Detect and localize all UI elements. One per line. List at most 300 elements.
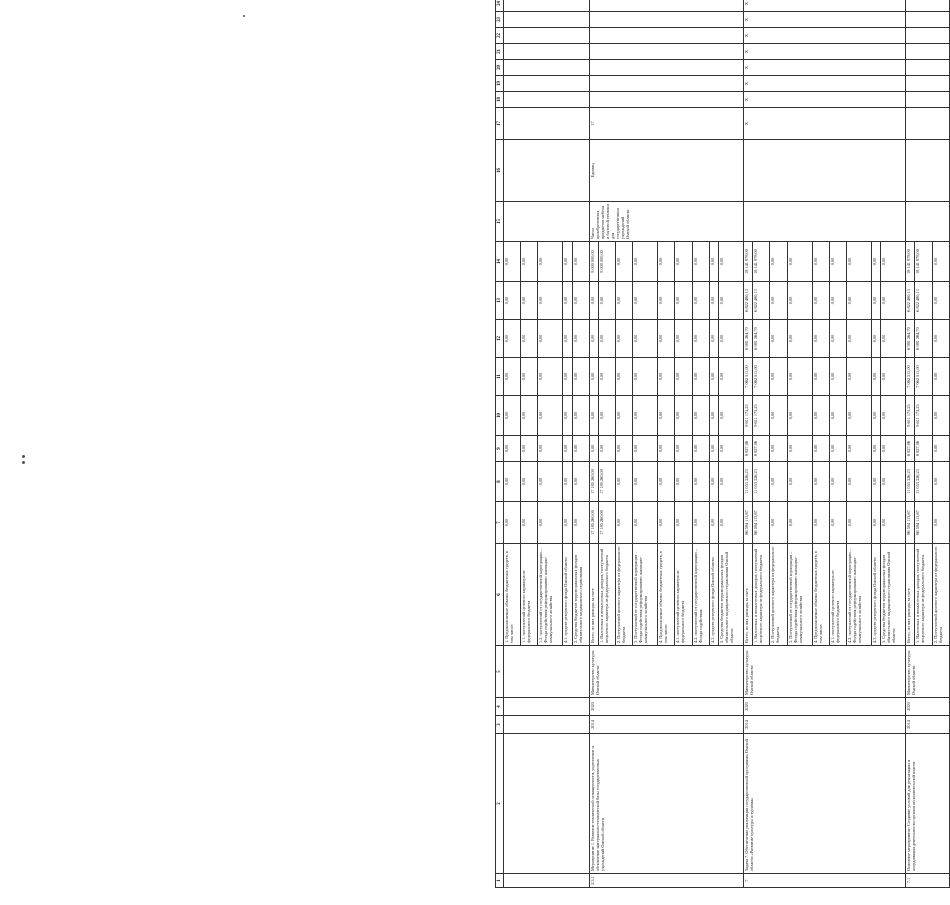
amount-cell	[658, 396, 675, 436]
amount-cell	[871, 396, 880, 436]
row-c1-cell: 7	[743, 874, 905, 888]
column-number: 3	[496, 716, 504, 734]
amount-cell	[871, 502, 880, 544]
amount-value: 0,00	[675, 477, 681, 486]
amount-value: 0,00	[932, 257, 938, 266]
amount-cell	[871, 462, 880, 502]
amount-cell	[906, 242, 915, 282]
indicator-value	[906, 76, 950, 92]
amount-value: 0,00	[812, 411, 818, 420]
amount-value: 8 827,06	[753, 440, 759, 457]
amount-value: 0,00	[504, 334, 509, 343]
amount-cell	[616, 502, 633, 544]
amount-cell	[787, 320, 812, 358]
amount-cell	[616, 242, 633, 282]
amount-cell	[743, 436, 752, 462]
amount-cell	[881, 358, 906, 396]
amount-cell	[589, 396, 598, 436]
amount-value: 0,00	[675, 296, 681, 305]
amount-cell	[572, 282, 589, 320]
amount-cell	[753, 462, 770, 502]
amount-value: 0,00	[770, 334, 776, 343]
amount-cell	[770, 242, 787, 282]
column-number: 4	[496, 698, 504, 716]
amount-cell	[812, 358, 829, 396]
amount-value: 0,00	[616, 444, 622, 453]
amount-cell	[589, 320, 598, 358]
amount-value: 0,00	[675, 334, 681, 343]
amount-value: 0,00	[521, 257, 527, 266]
funding-source: 3. Поступлений от государственной корпорации – Фонда содействия реформированию жилищно-коммунального хозяйства	[633, 544, 658, 646]
amount-value: 0,00	[812, 477, 818, 486]
funding-source: 5. Средства бюджетов территориальных фондов обязательного медицинского страхования Омской области	[719, 544, 744, 646]
funding-source: 4.1. средств резервного фонда Омской области	[563, 544, 572, 646]
amount-cell	[743, 320, 752, 358]
amount-value: 0,00	[846, 411, 852, 420]
amount-value: 0,00	[932, 477, 938, 486]
amount-cell	[932, 320, 949, 358]
amount-cell	[812, 242, 829, 282]
amount-value: 0,00	[521, 372, 527, 381]
amount-value: 0,00	[563, 296, 569, 305]
amount-cell	[829, 320, 846, 358]
amount-value: 0,00	[770, 477, 776, 486]
amount-cell	[504, 396, 521, 436]
amount-value: 0,00	[658, 257, 664, 266]
amount-cell	[743, 502, 752, 544]
indicator-value	[589, 28, 743, 44]
amount-cell	[915, 436, 932, 462]
indicator-value: X	[743, 44, 905, 60]
scan-dot	[22, 461, 25, 464]
amount-value: 7 062 511,00	[915, 365, 921, 388]
amount-cell	[538, 358, 563, 396]
amount-cell	[753, 358, 770, 396]
amount-cell	[770, 436, 787, 462]
amount-cell	[633, 502, 658, 544]
column-number: 22	[496, 28, 504, 44]
amount-cell	[846, 282, 871, 320]
amount-value: 0,00	[692, 444, 698, 453]
amount-value: 9 000 000,00	[589, 250, 595, 273]
amount-cell	[616, 436, 633, 462]
amount-value: 18 141 978,00	[753, 249, 759, 274]
amount-value: 0,00	[589, 334, 595, 343]
amount-cell	[719, 242, 744, 282]
amount-cell	[504, 242, 521, 282]
amount-cell	[692, 320, 709, 358]
amount-value: 0,00	[521, 444, 527, 453]
amount-value: 86 594 113,67	[915, 510, 921, 535]
indicator-value	[906, 92, 950, 108]
amount-cell	[599, 462, 616, 502]
amount-value: 0,00	[787, 296, 793, 305]
amount-value: 0,00	[770, 257, 776, 266]
amount-cell	[812, 396, 829, 436]
amount-cell	[709, 502, 718, 544]
amount-cell	[743, 242, 752, 282]
amount-cell	[719, 320, 744, 358]
row-c3-cell: 2014	[589, 716, 743, 734]
amount-value: 0,00	[633, 334, 639, 343]
amount-cell	[521, 282, 538, 320]
amount-value: 0,00	[846, 518, 852, 527]
amount-value: 0,00	[719, 334, 725, 343]
amount-cell	[521, 396, 538, 436]
amount-cell	[753, 282, 770, 320]
amount-cell	[658, 436, 675, 462]
amount-cell	[743, 462, 752, 502]
table-row	[906, 0, 915, 888]
amount-cell	[633, 396, 658, 436]
amount-value: 0,00	[658, 296, 664, 305]
amount-cell	[675, 358, 692, 396]
amount-value: 6 981 264,70	[743, 327, 749, 350]
amount-value: 0,00	[692, 477, 698, 486]
amount-value: 0,00	[658, 372, 664, 381]
amount-cell	[932, 396, 949, 436]
amount-value: 8 827,06	[743, 440, 749, 457]
amount-cell	[829, 242, 846, 282]
amount-value: 0,00	[599, 372, 605, 381]
indicator-value: X	[743, 12, 905, 28]
column-number: 5	[496, 646, 504, 698]
amount-cell	[906, 462, 915, 502]
amount-cell	[521, 242, 538, 282]
amount-cell	[846, 320, 871, 358]
amount-cell	[881, 242, 906, 282]
amount-value: 17 185 260,00	[599, 510, 605, 535]
program-table	[495, 0, 950, 888]
column-number: 24	[496, 0, 504, 12]
amount-value: 0,00	[829, 477, 835, 486]
amount-value: 11 053 326,23	[743, 469, 749, 494]
amount-cell	[932, 502, 949, 544]
indicator-value	[504, 76, 590, 92]
amount-cell	[932, 282, 949, 320]
amount-value: 0,00	[829, 518, 835, 527]
amount-cell	[692, 462, 709, 502]
amount-value: 0,00	[770, 372, 776, 381]
amount-cell	[563, 462, 572, 502]
amount-cell	[915, 396, 932, 436]
indicator-name	[906, 202, 950, 242]
amount-value: 0,00	[572, 372, 578, 381]
amount-value: 0,00	[719, 477, 725, 486]
row-c2-cell	[504, 734, 590, 874]
amount-value: 0,00	[572, 411, 578, 420]
amount-value: 8 827,06	[906, 440, 912, 457]
row-c2-cell: Основное мероприятие: Создание условий для реализации и координации деятельности органов исполнительной власти	[906, 734, 950, 874]
amount-cell	[563, 282, 572, 320]
row-c5-cell	[504, 646, 590, 698]
amount-cell	[812, 462, 829, 502]
amount-cell	[787, 242, 812, 282]
amount-value: 0,00	[563, 334, 569, 343]
row-c5-cell: Министерство культуры Омской области	[743, 646, 905, 698]
amount-cell	[932, 242, 949, 282]
amount-cell	[881, 320, 906, 358]
amount-value: 0,00	[770, 518, 776, 527]
row-c4-cell: 2020	[589, 698, 743, 716]
indicator-value: X	[743, 0, 905, 12]
amount-cell	[719, 282, 744, 320]
amount-cell	[589, 502, 598, 544]
amount-cell	[743, 358, 752, 396]
amount-cell	[829, 358, 846, 396]
amount-value: 0,00	[709, 372, 715, 381]
amount-cell	[787, 396, 812, 436]
funding-source: Всего, из них расходы за счет:	[906, 544, 915, 646]
indicator-value: X	[743, 28, 905, 44]
amount-value: 0,00	[633, 477, 639, 486]
indicator-value	[589, 92, 743, 108]
funding-source: 1. Налоговых и неналоговых доходов, поступлений нецелевого характера из федерального бюджета	[915, 544, 932, 646]
amount-value: 0,00	[709, 518, 715, 527]
amount-value: 0,00	[616, 518, 622, 527]
amount-cell	[633, 320, 658, 358]
amount-value: 0,00	[589, 372, 595, 381]
amount-cell	[787, 436, 812, 462]
column-number: 10	[496, 396, 504, 436]
row-c3-cell: 2014	[906, 716, 950, 734]
amount-value: 0,00	[787, 372, 793, 381]
indicator-name: Число приобретенных предметов мебели и бытовой техники для государственных учреждений Омской области	[589, 202, 743, 242]
indicator-name	[504, 202, 590, 242]
amount-value: 0,00	[871, 477, 877, 486]
amount-value: 0,00	[521, 518, 527, 527]
amount-value: 0,00	[521, 296, 527, 305]
amount-cell	[915, 282, 932, 320]
scan-dot	[22, 455, 25, 458]
amount-cell	[599, 358, 616, 396]
table-body	[496, 0, 950, 888]
amount-value: 6 822 480,13	[915, 289, 921, 312]
amount-value: 0,00	[829, 411, 835, 420]
amount-value: 11 053 326,23	[906, 469, 912, 494]
amount-value: 0,00	[538, 411, 544, 420]
amount-value: 0,00	[658, 411, 664, 420]
amount-cell	[787, 462, 812, 502]
amount-cell	[563, 396, 572, 436]
amount-value: 0,00	[787, 444, 793, 453]
indicator-value: X	[743, 108, 905, 140]
funding-source: 4.3. средств резервного фонда Омской области	[709, 544, 718, 646]
amount-value: 0,00	[599, 296, 605, 305]
amount-value: 0,00	[812, 334, 818, 343]
amount-value: 0,00	[658, 518, 664, 527]
amount-cell	[871, 358, 880, 396]
amount-cell	[633, 358, 658, 396]
amount-cell	[846, 242, 871, 282]
row-c1-cell	[504, 874, 590, 888]
column-number: 14	[496, 242, 504, 282]
amount-value: 0,00	[538, 444, 544, 453]
amount-cell	[563, 242, 572, 282]
amount-value: 0,00	[633, 372, 639, 381]
column-number: 17	[496, 108, 504, 140]
funding-source: 4.2. поступлений от государственной корпорации – Фонда содействия	[692, 544, 709, 646]
amount-value: 0,00	[521, 477, 527, 486]
amount-value: 0,00	[538, 257, 544, 266]
amount-value: 0,00	[616, 372, 622, 381]
amount-cell	[599, 502, 616, 544]
amount-value: 0,00	[692, 257, 698, 266]
amount-value: 0,00	[616, 296, 622, 305]
funding-source: 2. Средства бюджетов территориальных фондов обязательного медицинского страхования	[572, 544, 589, 646]
amount-value: 0,00	[871, 411, 877, 420]
amount-value: 0,00	[538, 477, 544, 486]
amount-cell	[770, 396, 787, 436]
amount-cell	[770, 320, 787, 358]
indicator-value: X	[743, 76, 905, 92]
amount-value: 0,00	[589, 296, 595, 305]
amount-cell	[633, 462, 658, 502]
funding-source: 4.1. поступлений целевого характера из федерального бюджета	[829, 544, 846, 646]
amount-cell	[538, 396, 563, 436]
amount-cell	[770, 502, 787, 544]
amount-value: 9 611 175,25	[743, 404, 749, 427]
amount-cell	[521, 436, 538, 462]
amount-value: 0,00	[932, 334, 938, 343]
amount-value: 0,00	[675, 372, 681, 381]
column-number: 9	[496, 436, 504, 462]
amount-cell	[709, 282, 718, 320]
indicator-value	[906, 44, 950, 60]
amount-cell	[675, 320, 692, 358]
amount-value: 0,00	[846, 444, 852, 453]
amount-cell	[871, 282, 880, 320]
amount-value: 0,00	[770, 411, 776, 420]
amount-value: 0,00	[572, 444, 578, 453]
amount-value: 0,00	[812, 372, 818, 381]
amount-cell	[709, 462, 718, 502]
indicator-value	[589, 60, 743, 76]
amount-value: 0,00	[719, 257, 725, 266]
amount-value: 0,00	[829, 444, 835, 453]
amount-value: 0,00	[633, 444, 639, 453]
indicator-value	[589, 12, 743, 28]
amount-value: 0,00	[719, 372, 725, 381]
amount-value: 6 981 264,70	[753, 327, 759, 350]
amount-value: 0,00	[932, 518, 938, 527]
amount-cell	[572, 358, 589, 396]
amount-value: 0,00	[787, 334, 793, 343]
amount-value: 0,00	[787, 518, 793, 527]
amount-cell	[589, 436, 598, 462]
amount-value: 0,00	[538, 518, 544, 527]
amount-value: 0,00	[504, 372, 509, 381]
funding-source: 4.1. поступлений целевого характера из федерального бюджета	[675, 544, 692, 646]
amount-value: 0,00	[589, 444, 595, 453]
amount-cell	[658, 320, 675, 358]
amount-cell	[504, 462, 521, 502]
amount-value: 0,00	[829, 334, 835, 343]
amount-cell	[616, 396, 633, 436]
amount-cell	[675, 502, 692, 544]
amount-value: 0,00	[932, 411, 938, 420]
amount-cell	[906, 358, 915, 396]
amount-cell	[692, 358, 709, 396]
amount-value: 7 062 511,00	[753, 365, 759, 388]
indicator-unit	[906, 140, 950, 202]
amount-value: 11 053 326,23	[915, 469, 921, 494]
amount-value: 0,00	[599, 334, 605, 343]
amount-value: 0,00	[846, 477, 852, 486]
column-number: 19	[496, 76, 504, 92]
amount-cell	[871, 436, 880, 462]
amount-cell	[743, 396, 752, 436]
indicator-value	[504, 12, 590, 28]
amount-cell	[719, 358, 744, 396]
amount-cell	[675, 462, 692, 502]
amount-value: 0,00	[563, 372, 569, 381]
amount-value: 0,00	[572, 477, 578, 486]
amount-value: 0,00	[538, 372, 544, 381]
amount-value: 0,00	[846, 257, 852, 266]
amount-cell	[753, 436, 770, 462]
amount-value: 0,00	[538, 334, 544, 343]
amount-value: 0,00	[563, 444, 569, 453]
indicator-unit	[743, 140, 905, 202]
amount-cell	[692, 436, 709, 462]
amount-value: 0,00	[633, 411, 639, 420]
amount-cell	[563, 320, 572, 358]
amount-value: 0,00	[719, 444, 725, 453]
amount-cell	[906, 396, 915, 436]
amount-cell	[846, 436, 871, 462]
indicator-value	[589, 44, 743, 60]
amount-value: 6 822 480,13	[753, 289, 759, 312]
column-number: 23	[496, 12, 504, 28]
funding-source: 4. Предполагаемые объемы бюджетных средств, в том числе:	[658, 544, 675, 646]
amount-value: 0,00	[881, 296, 887, 305]
amount-value: 0,00	[871, 372, 877, 381]
amount-cell	[572, 462, 589, 502]
row-c3-cell	[504, 716, 590, 734]
amount-value: 17 185 260,00	[589, 469, 595, 494]
amount-value: 0,00	[829, 257, 835, 266]
amount-cell	[504, 320, 521, 358]
amount-cell	[589, 242, 598, 282]
amount-cell	[906, 282, 915, 320]
amount-value: 0,00	[563, 477, 569, 486]
column-number: 2	[496, 734, 504, 874]
amount-value: 0,00	[658, 334, 664, 343]
amount-value: 0,00	[572, 296, 578, 305]
amount-cell	[599, 396, 616, 436]
indicator-unit	[504, 140, 590, 202]
funding-source: 1. Предполагаемые объемы бюджетных средств, в том числе:	[504, 544, 521, 646]
amount-cell	[538, 282, 563, 320]
amount-cell	[563, 358, 572, 396]
amount-cell	[675, 436, 692, 462]
amount-value: 0,00	[787, 257, 793, 266]
amount-cell	[572, 242, 589, 282]
table-row	[504, 0, 521, 888]
amount-value: 0,00	[787, 477, 793, 486]
amount-value: 0,00	[563, 518, 569, 527]
amount-cell	[915, 320, 932, 358]
column-number: 8	[496, 462, 504, 502]
amount-value: 6 822 480,13	[743, 289, 749, 312]
indicator-value	[906, 108, 950, 140]
amount-cell	[633, 436, 658, 462]
amount-value: 0,00	[589, 411, 595, 420]
amount-cell	[538, 502, 563, 544]
amount-value: 0,00	[538, 296, 544, 305]
amount-cell	[692, 282, 709, 320]
